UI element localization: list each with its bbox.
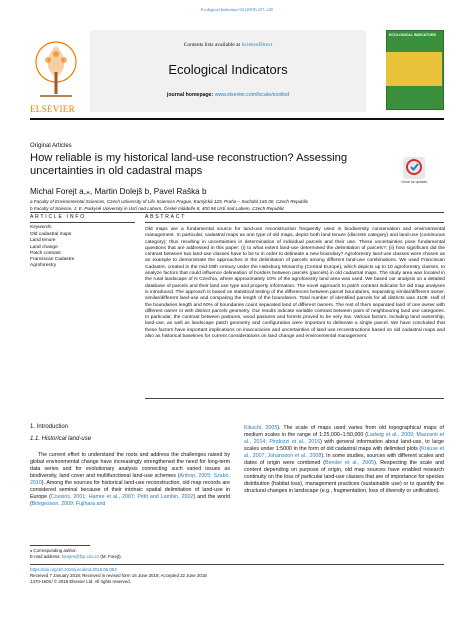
journal-homepage-link[interactable]: www.elsevier.com/locate/ecolind <box>214 92 290 98</box>
body-text: ). In some studies, sources with different scales and dates of origin were combined ( <box>244 453 444 466</box>
contents-line <box>90 42 366 48</box>
body-text: ). Respecting the scale and content depending on purpose of origin, old map sources have enabled research continuity on the loss of particular land-use classes that are of importance for species distribution (habitat loss), management practices (sustainable use) or to quantify the structural changes in landscape (e.g., fragmentation, loss of diversity or unification). <box>244 460 444 494</box>
keyword-item: Patch contrast <box>30 250 61 256</box>
abstract-body: Old maps are a fundamental source for land-use reconstruction frequently used in biodiversity conservation and environmental management. In particular, cadastral maps as one type of old maps, depict both land tenure (discrete category) and land-use (continuous category); thus resulting in uncertainties in determination of individual parcels and their use. These uncertainties pose fundamental questions that are addressed in this paper: (i) to what extent land-use determined the delimitation of parcels?; (ii) how significant did the contrast between two land-use classes have to be to in order to delineate a new boundary? Agroforestry land-use classes were chosen as an example to demonstrate the approaches in the delimitation of parcels among different land-use combinations. We used Franciscan Cadastre, created in the mid-19th century under the Habsburg Monarchy (Central Europe), which depicts up to 10 agroforestry classes, to analyze factors that could influence delineation of borders between parcels (parcels) in old cadastral maps. The study area was located in the rural landscape of N Czechia, where approximately 10% of the agroforestry land area was used. We based our analysis on a detailed database of parcels and their land use type and property information. The novel approach to patch contrast indicator for old map analyses is introduced. The approach is based on statistical testing of the differences between parcel boundaries, separating similar/different owner, similar/different land-use and comparing the length of the boundaries. Total number of identified parcels for all districts was 4108. Half of the boundaries length and 60% of boundaries count separated land of different owners. The rest of them separated land of one owner with different owner or with distinct parcels geometry. Our results indicate variable contrast between pairs of neighbouring land use categories. In particular, the contrast between pastures, wood pastures and forests proved to be very low. Various factors, including land ownership, land-use, as well as landscape patch geometry and configuration were important to delineate a single parcel. We have concluded that these factors have important implications on inaccuracies and uncertainties of land use reconstructions based on old cadastral maps and also as historical baselines for current considerations on land change and environmental management. <box>145 227 445 340</box>
received-dates: Received 7 January 2018; Received in revised form 16 June 2018; Accepted 22 June 2018 <box>30 573 207 578</box>
keyword-item: Land change <box>30 244 58 250</box>
intro-left-column <box>30 452 230 508</box>
body-text: The current effort to understand the roots and address the challenges raised by global environmental change have increasingly strengthened the need for long-term data series and for evolutionary analysis connecting such varied issues as biodiversity, land cover and multifunctional land-use schemes ( <box>30 452 230 479</box>
publication-info <box>30 567 207 585</box>
body-text: ) with general information about land-use, to large scales under 1:5000 in the form of old cadastral maps with delimited plots ( <box>244 439 445 452</box>
citation-link[interactable]: Antrop, 2005; Szabó, 2010 <box>30 473 230 486</box>
citation-link[interactable]: Cousins, 2001; Hamre et al., 2007; Petit and Lambin, 2002 <box>50 494 194 500</box>
journal-homepage-line <box>90 92 366 98</box>
copyright-line: 1470-160X/ © 2018 Elsevier Ltd. All rights reserved. <box>30 579 131 584</box>
footnotes <box>30 548 122 560</box>
keyword-item: Agroforestry <box>30 263 57 269</box>
journal-title: Ecological Indicators <box>168 62 288 77</box>
affiliation-a: a Faculty of Environmental Sciences, Czech University of Life Sciences Prague, Kamýcká 129, Praha – Suchdol 165 00, Czech Republic <box>30 199 309 204</box>
citation-link[interactable]: Ladwig et al., 2009; Mazzanti et al., 2014; Pindozzi et al., 2016 <box>244 432 445 445</box>
keyword-item: Land tenure <box>30 238 56 244</box>
footnote-rule <box>30 545 90 546</box>
sciencedirect-link[interactable]: ScienceDirect <box>241 42 273 48</box>
email-label: E-mail address: <box>30 554 61 559</box>
doi-link[interactable]: https://doi.org/10.1016/j.ecolind.2018.06.053 <box>30 567 117 572</box>
keyword-item: Franciscan Cadastre <box>30 257 75 263</box>
contents-prefix: Contents lists available at <box>183 42 241 48</box>
email-suffix: (M. Forejt). <box>100 554 122 559</box>
citation-link[interactable]: Krause et al., 2007; Johansson et al., 2008 <box>244 446 444 459</box>
section-heading-introduction: 1. Introduction <box>30 424 69 430</box>
abstract-rule <box>145 222 444 223</box>
body-text: ). The scale of maps used varies from old topographical maps of medium scales in the range of 1:25,000–1:50,000 ( <box>244 425 444 438</box>
abstract-end-rule <box>145 398 444 399</box>
running-head: Ecological Indicators 94 (2018) 237–245 <box>200 7 274 12</box>
intro-right-column <box>244 425 444 495</box>
affiliation-divider <box>30 212 444 213</box>
citation-link[interactable]: Kikuchi, 2005 <box>244 425 278 431</box>
subsection-heading-historical-land-use: 1.1. Historical land-use <box>30 436 92 442</box>
citation-link[interactable]: Biörgesson, 2009; Fujihara and <box>31 501 106 507</box>
article-info-rule <box>30 222 135 223</box>
corresponding-author-note: ⁎ Corresponding author. <box>30 548 77 553</box>
homepage-label: journal homepage: <box>166 92 214 98</box>
author-email-link[interactable]: forejtm@fzp.czu.cz <box>61 554 100 559</box>
author-list: Michal Forejt a,⁎, Martin Dolejš b, Pavel Raška b <box>30 187 207 196</box>
citation-link[interactable]: Bender et al., 2005 <box>325 460 375 466</box>
article-info-heading: ARTICLE INFO <box>30 214 86 220</box>
keyword-item: Old cadastral maps <box>30 232 72 237</box>
keywords-list <box>30 232 74 270</box>
doi-rule <box>30 564 444 565</box>
body-text: ). Among the sources for historical land-use reconstruction, old map records are considered seminal because of their intrinsic spatial delimitation of land-use in Europe ( <box>30 480 230 500</box>
affiliation-b: b Faculty of Science, J. E. Purkyně University in Ústí nad Labem, České mládeže 8, 400 96 Ústí nad Labem, Czech Republic <box>30 206 285 211</box>
journal-cover-band <box>386 52 442 86</box>
svg-text:Check for updates: Check for updates <box>401 180 427 184</box>
elsevier-logo-text: ELSEVIER <box>30 104 75 114</box>
keywords-label: Keywords: <box>30 225 53 230</box>
abstract-heading: ABSTRACT <box>145 214 187 220</box>
journal-cover-title: ECOLOGICAL INDICATORS <box>389 33 436 37</box>
email-line <box>30 554 122 560</box>
elsevier-tree-logo <box>32 38 80 102</box>
masthead-divider <box>30 118 444 120</box>
check-for-updates-icon[interactable] <box>399 156 429 186</box>
article-title: How reliable is my historical land-use reconstruction? Assessing uncertainties in old cadastral maps <box>30 152 348 177</box>
article-type: Original Articles <box>30 143 72 149</box>
body-text: ) and the world ( <box>30 494 230 507</box>
